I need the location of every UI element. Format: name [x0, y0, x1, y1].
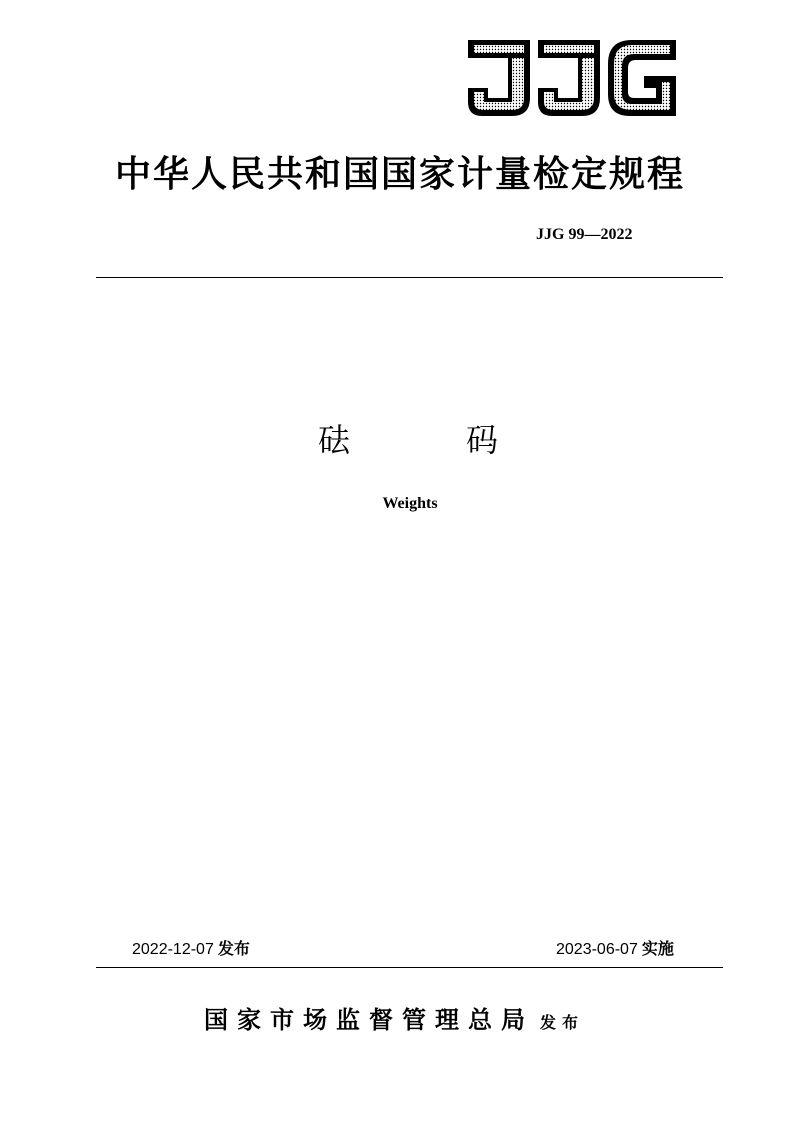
logo-letter-j1 [468, 40, 530, 116]
jjg-logo [464, 36, 680, 120]
publisher-suffix: 发布 [540, 1013, 585, 1032]
title-char-1: 砝 [318, 421, 351, 459]
document-code: JJG 99—2022 [536, 226, 633, 243]
title-char-2: 码 [466, 421, 499, 459]
english-title: Weights [382, 495, 438, 512]
implementation-date-line [556, 936, 674, 959]
implementation-date: 2023-06-07 [556, 941, 638, 958]
publisher-name: 国家市场监督管理总局 [204, 1005, 534, 1034]
logo-letter-j2 [538, 40, 600, 116]
issue-label: 发布 [217, 939, 250, 958]
top-divider [96, 277, 723, 278]
logo-letter-g [608, 40, 676, 116]
implementation-label: 实施 [641, 939, 674, 958]
issue-date: 2022-12-07 [132, 941, 214, 958]
document-type-heading: 中华人民共和国国家计量检定规程 [114, 154, 685, 195]
issue-date-line [132, 936, 250, 959]
publisher-line [204, 1000, 584, 1035]
bottom-divider [96, 967, 723, 968]
